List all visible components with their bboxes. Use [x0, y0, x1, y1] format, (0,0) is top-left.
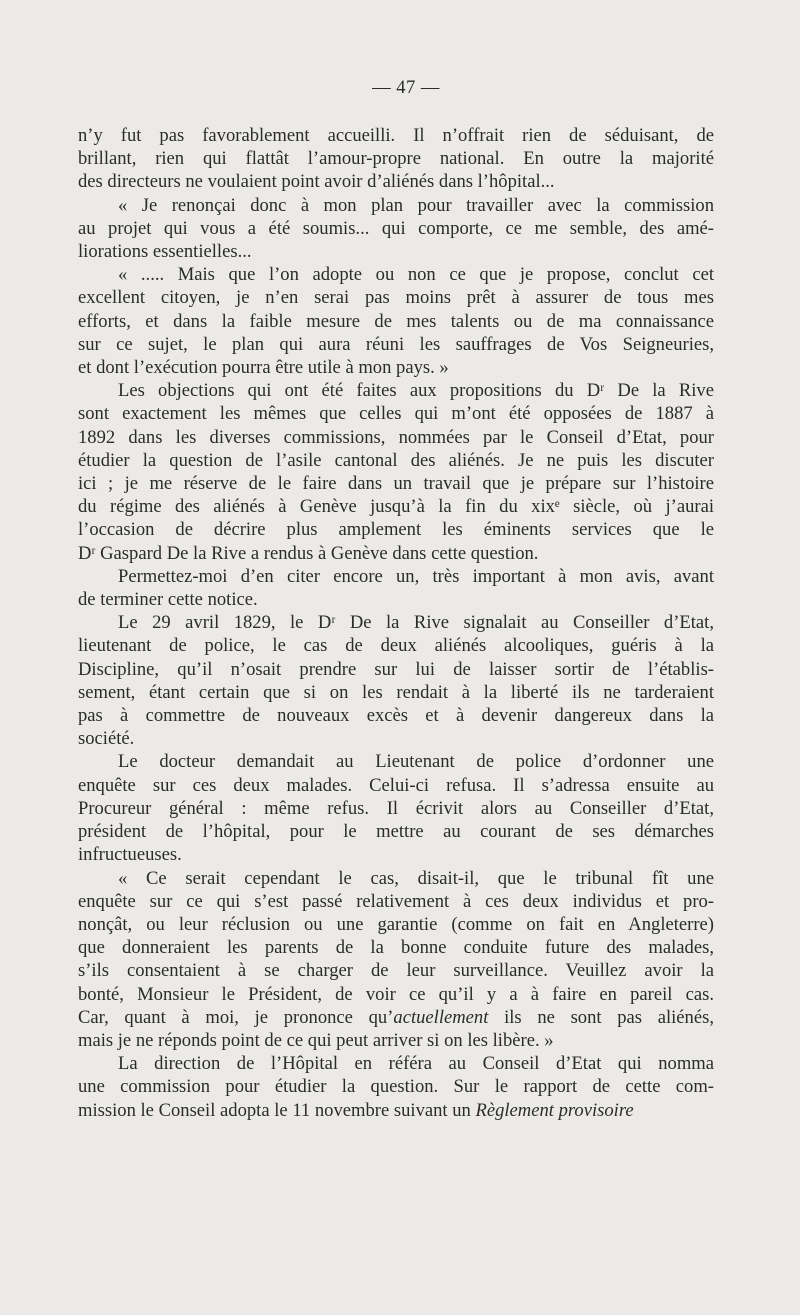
text-line: « ..... Mais que l’on adopte ou non ce que je propose, conclut cet [118, 264, 714, 286]
text-line: mais je ne réponds point de ce qui peut arriver si on les libère. » [78, 1029, 554, 1051]
text-line: « Je renonçai donc à mon plan pour travailler avec la commission [118, 194, 714, 216]
text-line: Le 29 avril 1829, le Dʳ De la Rive signalait au Conseiller d’Etat, [118, 612, 714, 634]
text-line: s’ils consentaient à se charger de leur surveillance. Veuillez avoir la [78, 960, 714, 982]
paragraph [78, 194, 714, 264]
paragraph [78, 379, 714, 565]
paragraph [78, 1052, 714, 1122]
body-text [78, 124, 714, 1122]
text-line: l’occasion de décrire plus amplement les éminents services que le [78, 519, 714, 541]
text-line: efforts, et dans la faible mesure de mes talents ou de ma connaissance [78, 310, 714, 332]
text-line: Car, quant à moi, je prononce qu’actuellement ils ne sont pas aliénés, [78, 1006, 714, 1028]
text-line: liorations essentielles... [78, 241, 252, 263]
text-line: n’y fut pas favorablement accueilli. Il n’offrait rien de séduisant, de [78, 125, 714, 146]
text-line: bonté, Monsieur le Président, de voir ce qu’il y a à faire en pareil cas. [78, 983, 714, 1005]
text-line: mission le Conseil adopta le 11 novembre suivant un Règlement provisoire [78, 1099, 634, 1121]
text-line: sement, étant certain que si on les rendait à la liberté ils ne tarderaient [78, 681, 714, 703]
text-line: Procureur général : même refus. Il écrivit alors au Conseiller d’Etat, [78, 797, 714, 819]
text-line: au projet qui vous a été soumis... qui comporte, ce me semble, des amé- [78, 217, 714, 239]
text-line: sur ce sujet, le plan qui aura réuni les sauffrages de Vos Seigneuries, [78, 333, 714, 355]
paragraph [78, 750, 714, 866]
text-line: Dʳ Gaspard De la Rive a rendus à Genève dans cette question. [78, 542, 539, 564]
paragraph [78, 611, 714, 750]
text-line: La direction de l’Hôpital en référa au Conseil d’Etat qui nomma [118, 1053, 714, 1075]
text-line: enquête sur ce qui s’est passé relativement à ces deux individus et pro- [78, 890, 714, 912]
text-line: Permettez-moi d’en citer encore un, très important à mon avis, avant [118, 565, 714, 587]
text-line: lieutenant de police, le cas de deux aliénés alcooliques, guéris à la [78, 635, 714, 657]
text-line: brillant, rien qui flattât l’amour-propre national. En outre la majorité [78, 148, 714, 170]
text-line: du régime des aliénés à Genève jusqu’à la fin du xixᵉ siècle, où j’aurai [78, 496, 714, 518]
text-line: que donneraient les parents de la bonne conduite future des malades, [78, 937, 714, 959]
page-number [0, 78, 800, 99]
text-line: excellent citoyen, je n’en serai pas moins prêt à assurer de tous mes [78, 287, 714, 309]
text-line: 1892 dans les diverses commissions, nommées par le Conseil d’Etat, pour [78, 426, 714, 448]
text-line: Discipline, qu’il n’osait prendre sur lui de laisser sortir de l’établis- [78, 658, 714, 680]
text-line: des directeurs ne voulaient point avoir d’aliénés dans l’hôpital... [78, 171, 555, 193]
text-line: président de l’hôpital, pour le mettre au courant de ses démarches [78, 821, 714, 843]
text-line: étudier la question de l’asile cantonal des aliénés. Je ne puis les discuter [78, 449, 714, 471]
paragraph [78, 124, 714, 194]
paragraph [78, 867, 714, 1053]
text-line: Le docteur demandait au Lieutenant de police d’ordonner une [118, 751, 714, 773]
text-line: nonçât, ou leur réclusion ou une garantie (comme on fait en Angleterre) [78, 913, 714, 935]
text-line: sont exactement les mêmes que celles qui m’ont été opposées de 1887 à [78, 403, 714, 425]
paragraph [78, 263, 714, 379]
text-line: une commission pour étudier la question. Sur le rapport de cette com- [78, 1076, 714, 1098]
text-line: société. [78, 728, 135, 750]
text-line: et dont l’exécution pourra être utile à mon pays. » [78, 357, 449, 379]
text-line: « Ce serait cependant le cas, disait-il, que le tribunal fît une [118, 867, 714, 889]
text-line: enquête sur ces deux malades. Celui-ci refusa. Il s’adressa ensuite au [78, 774, 714, 796]
text-line: infructueuses. [78, 844, 182, 866]
text-line: ici ; je me réserve de le faire dans un travail que je prépare sur l’histoire [78, 473, 714, 495]
paragraph [78, 565, 714, 611]
text-line: de terminer cette notice. [78, 589, 258, 611]
page-number-text: — 47 — [372, 78, 440, 98]
text-line: pas à commettre de nouveaux excès et à devenir dangereux dans la [78, 705, 714, 727]
text-line: Les objections qui ont été faites aux propositions du Dʳ De la Rive [118, 380, 714, 402]
